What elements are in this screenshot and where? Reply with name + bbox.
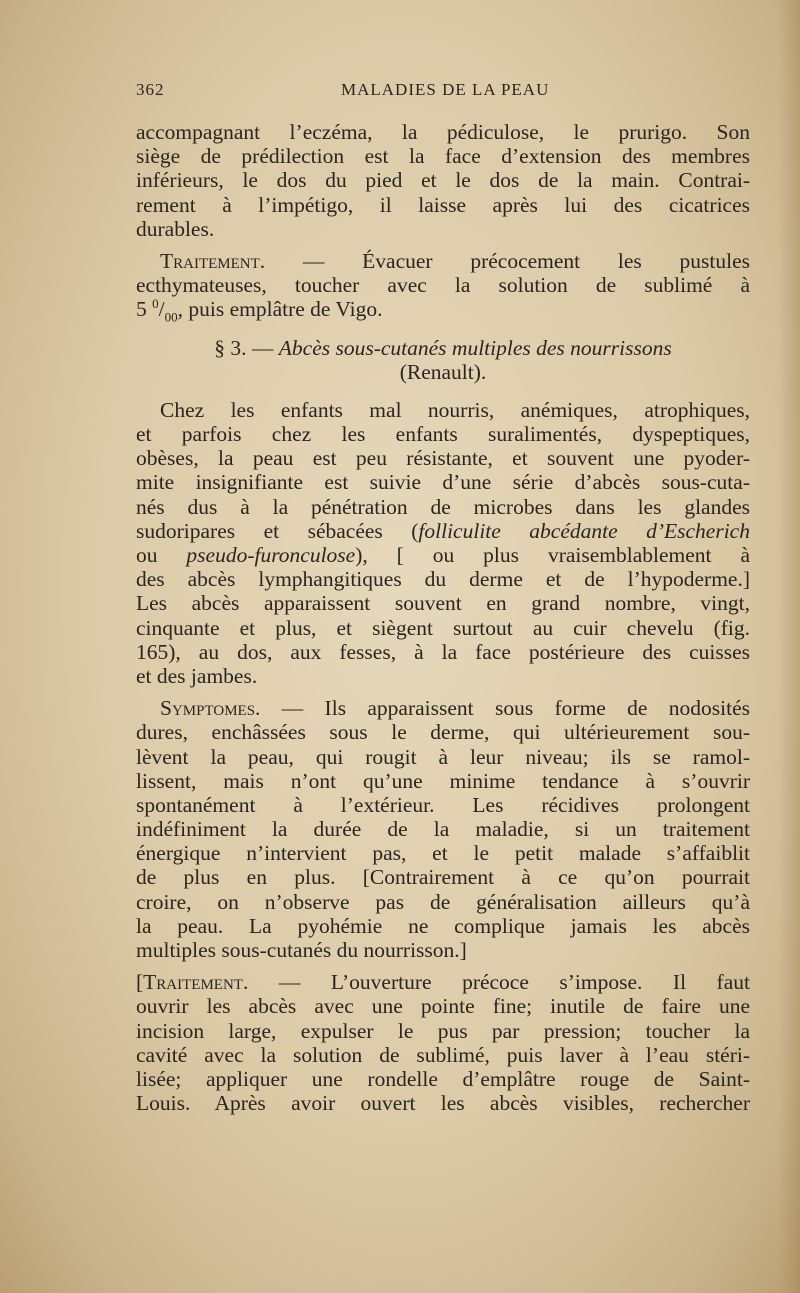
text-line: rement à l’impétigo, il laisse après lui des cicatrices bbox=[136, 192, 750, 217]
text-line: spontanément à l’extérieur. Les récidives prolongent bbox=[136, 792, 750, 817]
text-line bbox=[136, 519, 750, 543]
text-line: mite insignifiante est suivie d’une série d’abcès sous-cuta- bbox=[136, 470, 750, 495]
text-run: — L’ouverture précoce s’impose. Il faut bbox=[248, 970, 750, 995]
paragraph-traitement-2 bbox=[136, 970, 750, 1115]
text-line: ouvrir les abcès avec une pointe fine; inutile de faire une bbox=[136, 994, 750, 1019]
italic-term: folliculite abcédante d’Escherich bbox=[418, 518, 750, 543]
text-line: ecthymateuses, toucher avec la solution de sublimé à bbox=[136, 273, 750, 298]
text-line: croire, on n’observe pas de généralisation ailleurs qu’à bbox=[136, 889, 750, 914]
paragraph-intro bbox=[136, 398, 750, 688]
text-line: énergique n’intervient pas, et le petit malade s’affaiblit bbox=[136, 841, 750, 866]
subscript: 00 bbox=[164, 309, 178, 325]
text-line: lèvent la peau, qui rougit à leur niveau; ils se ramol- bbox=[136, 744, 750, 769]
text-line: et des jambes. bbox=[136, 663, 258, 688]
text-line: lissent, mais n’ont qu’une minime tendance à s’ouvrir bbox=[136, 768, 750, 793]
text-line bbox=[136, 249, 750, 273]
paragraph-traitement-1 bbox=[136, 248, 750, 325]
section-label: Traitement. bbox=[143, 970, 249, 995]
paragraph-continuation bbox=[136, 120, 750, 241]
section-subtitle: (Renault). bbox=[399, 359, 487, 384]
text-line: et parfois chez les enfants suralimentés, dyspeptiques, bbox=[136, 422, 750, 447]
text-line: inférieurs, le dos du pied et le dos de la main. Contrai- bbox=[136, 168, 750, 193]
text-line: incision large, expulser le pus par pression; toucher la bbox=[136, 1018, 750, 1043]
text-line: 165), au dos, aux fesses, à la face postérieure des cuisses bbox=[136, 639, 750, 664]
section-title: Abcès sous-cutanés multiples des nourrissons bbox=[278, 335, 672, 360]
text-run: — Ils apparaissent sous forme de nodosités bbox=[260, 696, 750, 721]
text-line: cinquante et plus, et siègent surtout au cuir chevelu (fig. bbox=[136, 615, 750, 640]
text-line bbox=[136, 296, 750, 325]
italic-term: pseudo-furonculose bbox=[186, 543, 356, 567]
body-text bbox=[136, 120, 750, 1115]
section-number: § 3. — bbox=[214, 335, 279, 360]
text-run: / bbox=[158, 297, 165, 322]
section-label: Traitement. bbox=[160, 248, 266, 273]
text-line: nés dus à la pénétration de microbes dans les glandes bbox=[136, 494, 750, 519]
text-line: cavité avec la solution de sublimé, puis laver à l’eau stéri- bbox=[136, 1042, 750, 1067]
page-edge-shadow bbox=[778, 0, 800, 1293]
text-line: Les abcès apparaissent souvent en grand nombre, vingt, bbox=[136, 591, 750, 616]
text-line: dures, enchâssées sous le derme, qui ultérieurement sou- bbox=[136, 720, 750, 745]
text-run: , puis emplâtre de Vigo. bbox=[177, 297, 383, 322]
running-title: MALADIES DE LA PEAU bbox=[341, 80, 550, 99]
section-label: Symptomes. bbox=[160, 696, 261, 721]
text-line: indéfiniment la durée de la maladie, si un traitement bbox=[136, 817, 750, 842]
text-run: ), [ ou plus vraisemblablement à bbox=[355, 543, 750, 567]
bracket: [ bbox=[136, 970, 144, 995]
text-run: — Évacuer précocement les pustules bbox=[265, 248, 750, 273]
text-line bbox=[136, 543, 750, 567]
text-line: siège de prédilection est la face d’extension des membres bbox=[136, 144, 750, 169]
text-line bbox=[136, 696, 750, 720]
text-line: de plus en plus. [Contrairement à ce qu’on pourrait bbox=[136, 865, 750, 890]
text-line: obèses, la peau est peu résistante, et souvent une pyoder- bbox=[136, 446, 750, 471]
text-run: ou bbox=[136, 543, 187, 567]
text-line: multiples sous-cutanés du nourrisson.] bbox=[136, 938, 467, 962]
text-run: sudoripares et sébacées ( bbox=[136, 518, 419, 543]
text-line: accompagnant l’eczéma, la pédiculose, le prurigo. Son bbox=[136, 120, 750, 144]
section-heading bbox=[136, 336, 750, 384]
text-run: 5 bbox=[136, 297, 153, 322]
running-header bbox=[136, 80, 750, 104]
text-line: Chez les enfants mal nourris, anémiques, atrophiques, bbox=[160, 397, 750, 422]
page-number: 362 bbox=[136, 80, 165, 99]
superscript: 0 bbox=[152, 296, 159, 312]
text-line: durables. bbox=[136, 216, 215, 241]
text-line bbox=[136, 970, 750, 994]
paragraph-symptomes bbox=[136, 696, 750, 962]
section-title-line bbox=[136, 336, 750, 360]
text-line: la peau. La pyohémie ne complique jamais les abcès bbox=[136, 913, 750, 938]
text-line: lisée; appliquer une rondelle d’emplâtre rouge de Saint- bbox=[136, 1066, 750, 1091]
text-line: des abcès lymphangitiques du derme et de l’hypoderme.] bbox=[136, 567, 750, 592]
text-line: Louis. Après avoir ouvert les abcès visibles, rechercher bbox=[136, 1091, 750, 1116]
